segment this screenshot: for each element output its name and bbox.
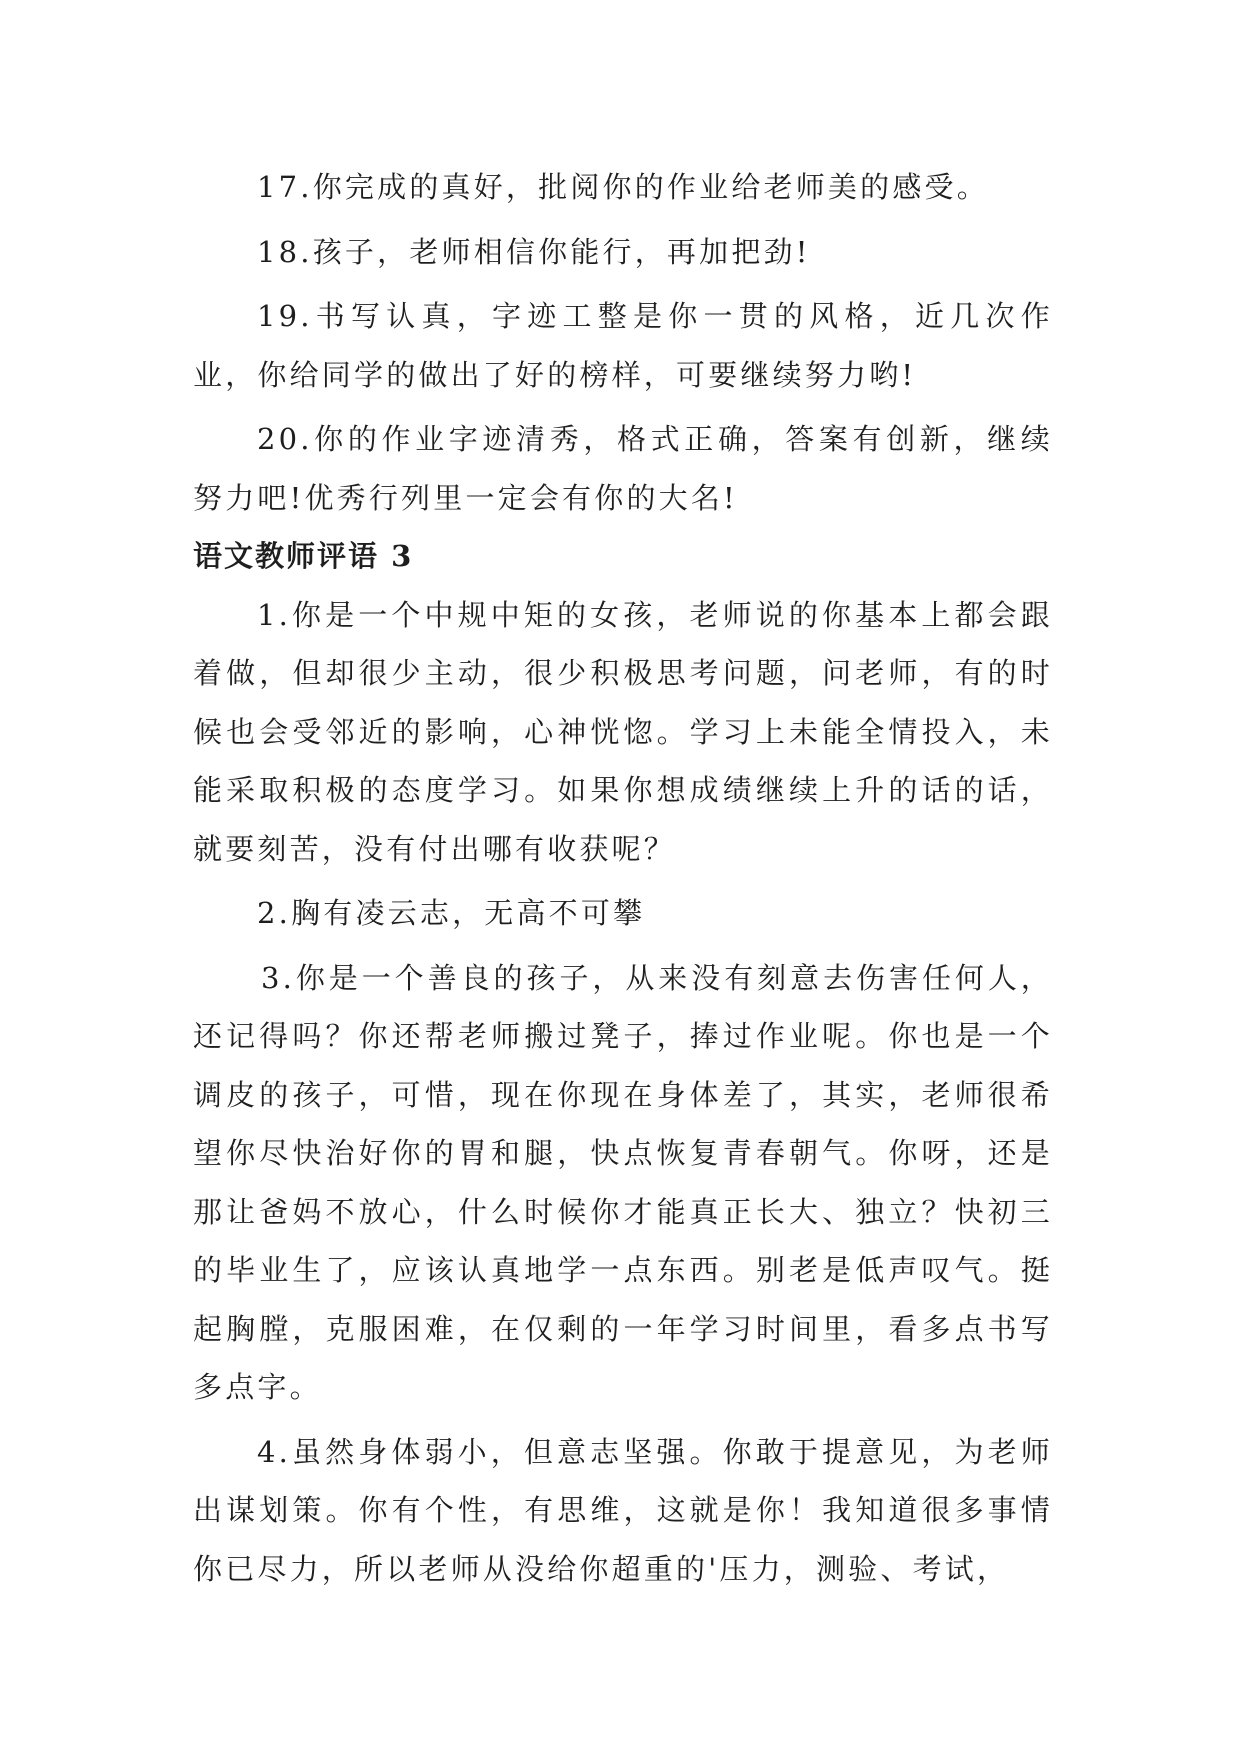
- comment-item-2: 2.胸有凌云志，无高不可攀: [257, 896, 646, 930]
- comment-item-4: 4.虽然身体弱小，但意志坚强。你敢于提意见，为老师出谋划策。你有个性，有思维，这就是你！我知道很多事情你已尽力，所以老师从没给你超重的'压力，测验、考试，: [193, 1434, 1053, 1586]
- section-heading: 语文教师评语 3: [193, 539, 414, 573]
- comment-item-3: 3.你是一个善良的孩子，从来没有刻意去伤害任何人，还记得吗？你还帮老师搬过凳子，捧过作业呢。你也是一个调皮的孩子，可惜，现在你现在身体差了，其实，老师很希望你尽快治好你的胃和腿，快点恢复青春朝气。你呀，还是那让爸妈不放心，什么时候你才能真正长大、独立？快初三的毕业生了，应该认真地学一点东西。别老是低声叹气。挺起胸膛，克服困难，在仅剩的一年学习时间里，看多点书写多点字。: [193, 960, 1053, 1404]
- comment-item-19: 19.书写认真，字迹工整是你一贯的风格，近几次作业，你给同学的做出了好的榜样，可要继续努力哟!: [193, 299, 1053, 392]
- document-page: [193, 158, 1053, 1598]
- comment-item-20: 20.你的作业字迹清秀，格式正确，答案有创新，继续努力吧!优秀行列里一定会有你的大名!: [193, 422, 1053, 515]
- comment-item-1: 1.你是一个中规中矩的女孩，老师说的你基本上都会跟着做，但却很少主动，很少积极思考问题，问老师，有的时候也会受邻近的影响，心神恍惚。学习上未能全情投入，未能采取积极的态度学习。如果你想成绩继续上升的话的话，就要刻苦，没有付出哪有收获呢？: [193, 597, 1053, 866]
- comment-item-17: 17.你完成的真好，批阅你的作业给老师美的感受。: [257, 170, 989, 204]
- comment-item-18: 18.孩子，老师相信你能行，再加把劲!: [257, 234, 811, 269]
